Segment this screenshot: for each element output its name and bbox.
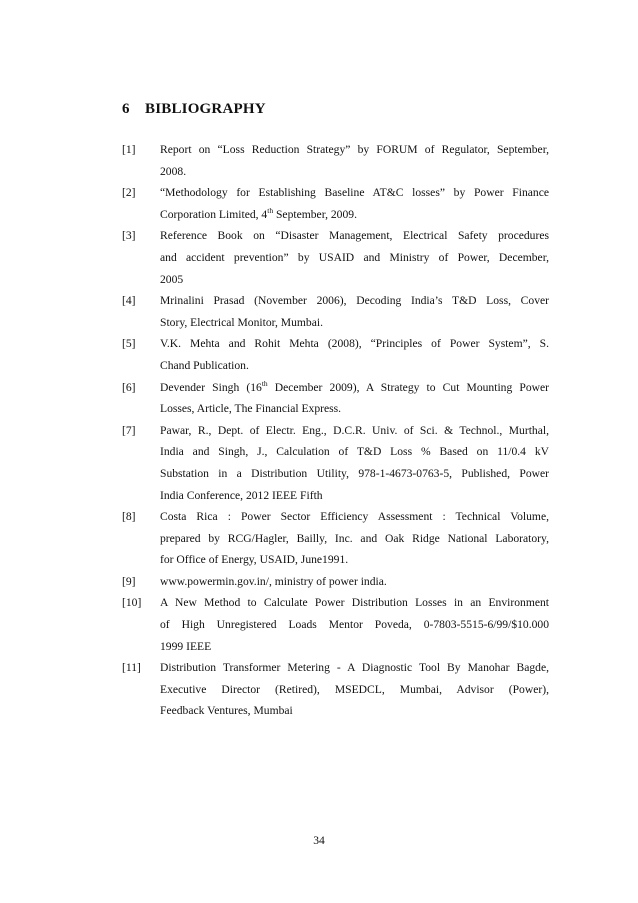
entry-line: 2005 (160, 272, 184, 286)
entry-text (160, 420, 549, 506)
entry-line: Losses, Article, The Financial Express. (160, 402, 342, 416)
entry-line: V.K. Mehta and Rohit Mehta (2008), “Principles of Power System”, S. (160, 337, 549, 351)
bibliography-entry (122, 571, 549, 593)
entry-line: Costa Rica : Power Sector Efficiency Assessment : Technical Volume, (160, 510, 549, 524)
entry-line: “Methodology for Establishing Baseline AT&C losses” by Power Finance (160, 186, 549, 200)
entry-number: [4] (122, 294, 136, 308)
entry-text (160, 290, 549, 333)
entry-line: Executive Director (Retired), MSEDCL, Mumbai, Advisor (Power), (160, 682, 549, 696)
page-number: 34 (313, 834, 325, 847)
entry-text (160, 225, 549, 290)
entry-number: [3] (122, 229, 136, 243)
entry-number: [6] (122, 380, 136, 394)
entry-number: [9] (122, 574, 136, 588)
entry-text (160, 571, 549, 593)
entry-line: Distribution Transformer Metering - A Diagnostic Tool By Manohar Bagde, (160, 661, 549, 675)
entry-line: of High Unregistered Loads Mentor Poveda, 0-7803-5515-6/99/$10.000 (160, 618, 549, 632)
entry-line: India and Singh, J., Calculation of T&D Loss % Based on 11/0.4 kV (160, 445, 549, 459)
entry-number: [7] (122, 423, 136, 437)
entry-number: [2] (122, 186, 136, 200)
entry-number: [5] (122, 337, 136, 351)
section-title: BIBLIOGRAPHY (145, 101, 266, 117)
entry-line: for Office of Energy, USAID, June1991. (160, 553, 349, 567)
line-text: Devender Singh (16 (160, 380, 262, 394)
bibliography-entry (122, 290, 549, 333)
bibliography-entry (122, 506, 549, 571)
entry-text (160, 182, 549, 225)
bibliography-entry (122, 657, 549, 722)
entry-line (160, 204, 549, 226)
entry-line: and accident prevention” by USAID and Ministry of Power, December, (160, 250, 549, 264)
section-number: 6 (122, 101, 130, 117)
entry-line: Pawar, R., Dept. of Electr. Eng., D.C.R. Univ. of Sci. & Technol., Murthal, (160, 423, 549, 437)
bibliography-entry (122, 225, 549, 290)
bibliography-list (122, 139, 549, 722)
entry-number: [1] (122, 143, 136, 156)
entry-line: Substation in a Distribution Utility, 978-1-4673-0763-5, Published, Power (160, 466, 549, 480)
entry-line: www.powermin.gov.in/, ministry of power india. (160, 574, 387, 588)
entry-line: Report on “Loss Reduction Strategy” by FORUM of Regulator, September, (160, 143, 549, 156)
ordinal-suffix: th (261, 378, 268, 388)
entry-text (160, 377, 549, 420)
line-text: Corporation Limited, 4 (160, 207, 268, 221)
line-text: December 2009), A Strategy to Cut Mounting Power (267, 380, 550, 394)
bibliography-entry (122, 420, 549, 506)
line-text: September, 2009. (273, 207, 357, 221)
bibliography-entry (122, 333, 549, 376)
entry-number: [8] (122, 510, 136, 524)
entry-text (160, 333, 549, 376)
bibliography-entry (122, 139, 549, 182)
entry-line: 1999 IEEE (160, 639, 212, 653)
entry-line: 2008. (160, 164, 187, 178)
entry-text (160, 592, 549, 657)
entry-line: Reference Book on “Disaster Management, Electrical Safety procedures (160, 229, 549, 243)
bibliography-entry (122, 592, 549, 657)
entry-line: Story, Electrical Monitor, Mumbai. (160, 315, 323, 329)
entry-text (160, 139, 549, 182)
section-heading (122, 101, 266, 118)
entry-number: [10] (122, 596, 142, 610)
entry-text (160, 657, 549, 722)
entry-line: India Conference, 2012 IEEE Fifth (160, 488, 323, 502)
entry-line: Chand Publication. (160, 358, 249, 372)
entry-line: prepared by RCG/Hagler, Bailly, Inc. and Oak Ridge National Laboratory, (160, 531, 549, 545)
ordinal-suffix: th (267, 205, 274, 215)
entry-text (160, 506, 549, 571)
entry-line: Feedback Ventures, Mumbai (160, 704, 293, 718)
entry-line (160, 377, 549, 399)
entry-line: Mrinalini Prasad (November 2006), Decoding India’s T&D Loss, Cover (160, 294, 549, 308)
bibliography-entry (122, 182, 549, 225)
bibliography-entry (122, 377, 549, 420)
entry-line: A New Method to Calculate Power Distribution Losses in an Environment (160, 596, 549, 610)
entry-number: [11] (122, 661, 141, 675)
